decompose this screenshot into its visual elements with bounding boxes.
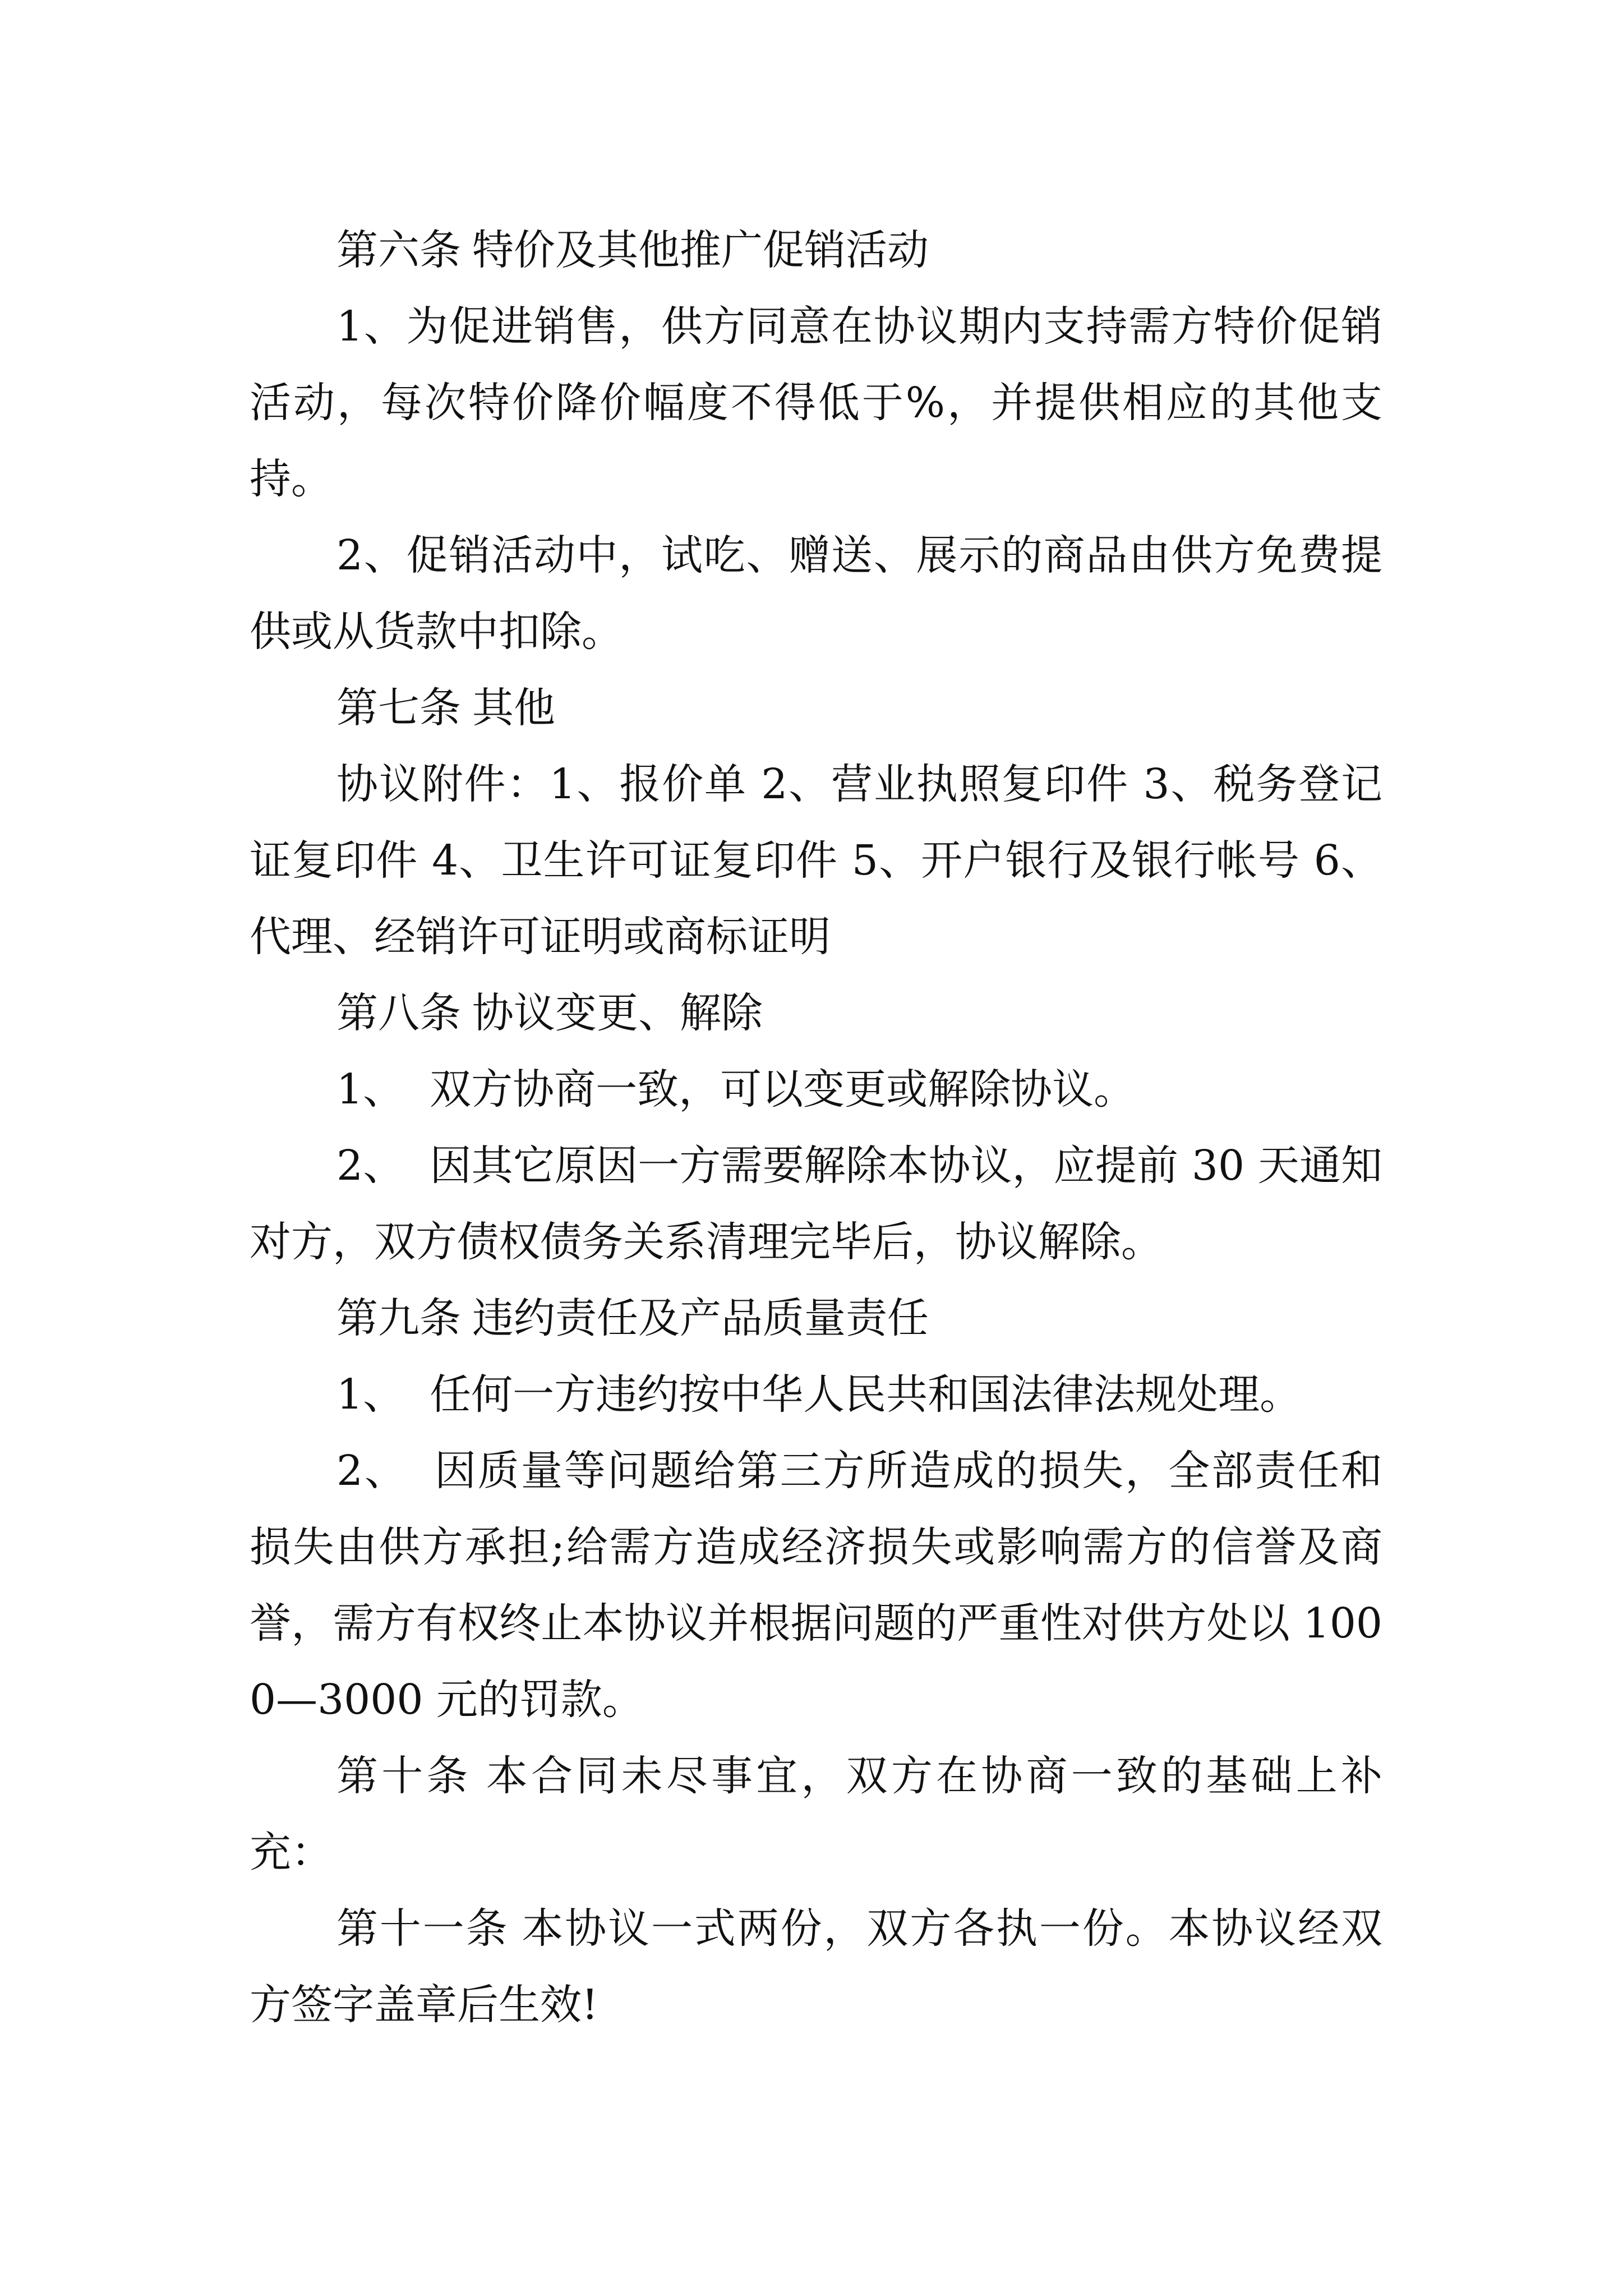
article-8-title: 协议变更、解除 bbox=[472, 989, 763, 1037]
article-8-number: 第八条 bbox=[336, 989, 461, 1037]
article-6-number: 第六条 bbox=[336, 226, 461, 274]
article-7-heading bbox=[250, 670, 1382, 746]
article-9-heading bbox=[250, 1280, 1382, 1356]
article-8-item-1-number: 1、 bbox=[336, 1065, 405, 1114]
article-7-number: 第七条 bbox=[336, 684, 461, 732]
article-9-number: 第九条 bbox=[336, 1294, 461, 1342]
article-10 bbox=[250, 1738, 1382, 1890]
article-8-item-2-text: 因其它原因一方需要解除本协议，应提前 30 天通知对方，双方债权债务关系清理完毕后，协议解除。 bbox=[250, 1142, 1382, 1266]
article-11-text: 本协议一式两份，双方各执一份。本协议经双方签字盖章后生效! bbox=[250, 1904, 1382, 2029]
article-6-title: 特价及其他推广促销活动 bbox=[472, 226, 929, 274]
article-6-heading bbox=[250, 212, 1382, 288]
document-body bbox=[250, 212, 1382, 2043]
article-9-item-2-number: 2、 bbox=[336, 1447, 408, 1495]
article-9-item-2 bbox=[250, 1433, 1382, 1738]
article-8-item-2-number: 2、 bbox=[336, 1142, 405, 1190]
article-9-item-1 bbox=[250, 1356, 1382, 1433]
article-6-item-1: 1、为促进销售，供方同意在协议期内支持需方特价促销活动，每次特价降价幅度不得低于%，并提供相应的其他支持。 bbox=[250, 302, 1382, 503]
article-10-number: 第十条 bbox=[336, 1752, 472, 1800]
article-7-attachments: 协议附件：1、报价单 2、营业执照复印件 3、税务登记证复印件 4、卫生许可证复印件 5、开户银行及银行帐号 6、代理、经销许可证明或商标证明 bbox=[250, 760, 1382, 961]
article-8-item-1 bbox=[250, 1051, 1382, 1128]
article-8-item-1-text: 双方协商一致，可以变更或解除协议。 bbox=[430, 1065, 1136, 1114]
article-9-title: 违约责任及产品质量责任 bbox=[472, 1294, 929, 1342]
article-9-item-1-number: 1、 bbox=[336, 1370, 405, 1419]
article-9-item-2-text: 因质量等问题给第三方所造成的损失，全部责任和损失由供方承担;给需方造成经济损失或影响需方的信誉及商誉，需方有权终止本协议并根据问题的严重性对供方处以 1000—3000 元的罚款。 bbox=[250, 1447, 1382, 1724]
article-11 bbox=[250, 1890, 1382, 2043]
article-6-item-2: 2、促销活动中，试吃、赠送、展示的商品由供方免费提供或从货款中扣除。 bbox=[250, 531, 1382, 656]
article-8-heading bbox=[250, 975, 1382, 1051]
article-7-title: 其他 bbox=[472, 684, 555, 732]
article-8-item-2 bbox=[250, 1128, 1382, 1280]
article-9-item-1-text: 任何一方违约按中华人民共和国法律法规处理。 bbox=[430, 1370, 1302, 1419]
article-11-number: 第十一条 bbox=[336, 1904, 509, 1953]
article-10-text: 本合同未尽事宜，双方在协商一致的基础上补充： bbox=[250, 1752, 1383, 1876]
